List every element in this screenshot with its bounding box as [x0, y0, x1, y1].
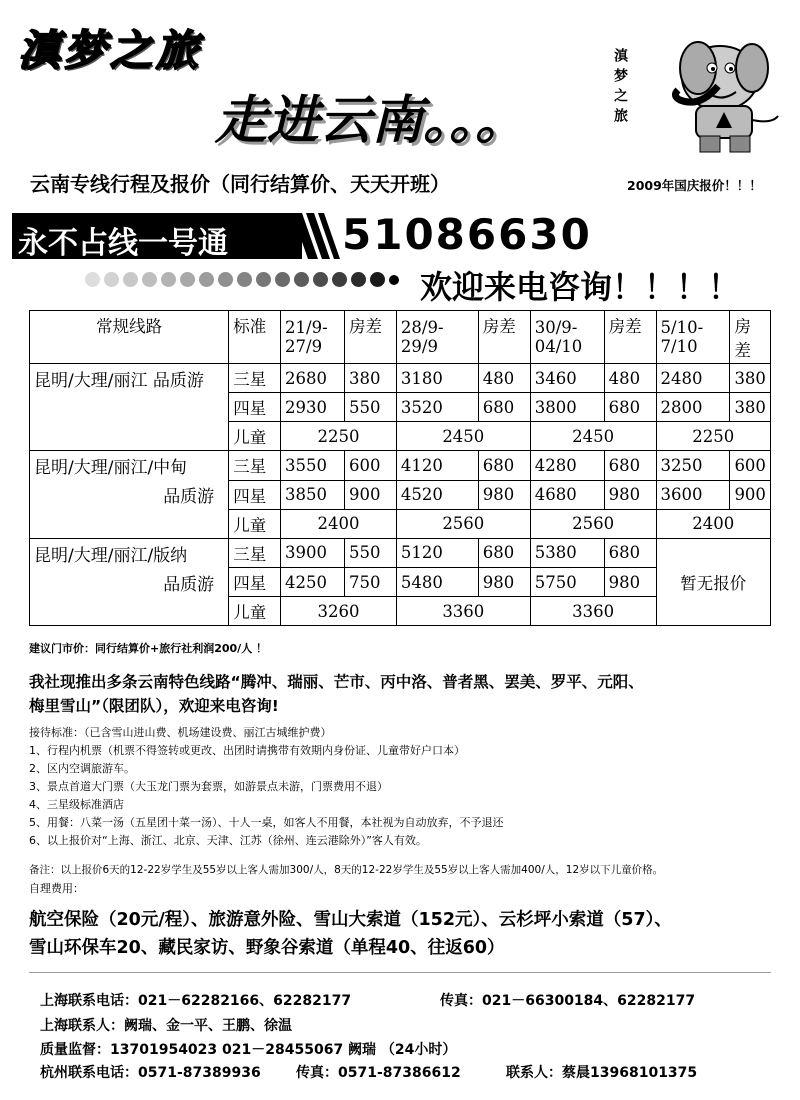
price-cell: 900 [344, 480, 396, 509]
hotline-label: 永不占线一号通 [18, 226, 228, 261]
price-cell: 550 [344, 538, 396, 568]
price-cell: 680 [478, 451, 530, 481]
header-route: 常规线路 [30, 311, 229, 364]
header-room-diff-4: 房差 [730, 311, 771, 364]
standard-item: 3、景点首道大门票（大玉龙门票为套票，如游景点未游，门票费用不退） [29, 780, 388, 793]
price-cell: 3600 [656, 480, 730, 509]
price-cell: 980 [478, 568, 530, 597]
self-pay-fees-line-2: 雪山环保车20、藏民家访、野象谷索道（单程40、往返60） [29, 938, 505, 958]
hangzhou-contact: 联系人：蔡晨13968101375 [506, 1065, 698, 1081]
child-price: 3360 [530, 597, 656, 626]
header-room-diff-2: 房差 [478, 311, 530, 364]
header-period-1: 21/9-27/9 [281, 311, 345, 364]
price-cell: 750 [344, 568, 396, 597]
price-cell: 5750 [530, 568, 604, 597]
price-cell: 4120 [396, 451, 478, 481]
price-cell: 480 [604, 364, 656, 393]
child-price: 2560 [530, 509, 656, 538]
table-row [30, 509, 771, 538]
self-pay-title: 自理费用： [29, 882, 84, 895]
price-cell: 680 [604, 451, 656, 481]
price-cell: 2930 [281, 393, 345, 422]
price-table [29, 310, 771, 626]
national-day-price-note: 2009年国庆报价！！！ [627, 178, 762, 193]
standard-item: 1、行程内机票（机票不得签转或更改、出团时请携带有效期内身份证、儿童带好户口本） [29, 744, 465, 757]
child-price: 2250 [656, 422, 770, 451]
child-price: 2450 [530, 422, 656, 451]
quality-supervision: 质量监督：13701954023 021－28455067 阙瑞 （24小时） [40, 1042, 457, 1058]
route-name: 昆明/大理/丽江 品质游 [30, 364, 229, 451]
star-level: 三星 [229, 364, 281, 393]
price-cell: 4680 [530, 480, 604, 509]
route-name-line2: 品质游 [30, 568, 229, 597]
logo-vertical-text: 滇梦之旅 [612, 48, 628, 128]
header-standard: 标准 [229, 311, 281, 364]
no-price-note: 暂无报价 [656, 538, 770, 626]
standard-item: 4、三星级标准酒店 [29, 798, 124, 811]
price-cell: 4280 [530, 451, 604, 481]
price-cell: 3550 [281, 451, 345, 481]
star-level: 四星 [229, 393, 281, 422]
price-cell: 380 [730, 393, 771, 422]
standard-item: 6、以上报价对“上海、浙江、北京、天津、江苏（徐州、连云港除外）”客人有效。 [29, 834, 427, 847]
price-cell: 5120 [396, 538, 478, 568]
price-cell: 2800 [656, 393, 730, 422]
child-price: 2400 [656, 509, 770, 538]
child-price: 3360 [396, 597, 530, 626]
table-row [30, 451, 771, 481]
price-cell: 2680 [281, 364, 345, 393]
brand-title: 滇梦之旅 [18, 26, 203, 75]
price-cell: 680 [604, 393, 656, 422]
divider [29, 972, 771, 973]
table-header-row [30, 311, 771, 364]
child-label: 儿童 [229, 422, 281, 451]
header-period-4: 5/10-7/10 [656, 311, 730, 364]
price-cell: 3180 [396, 364, 478, 393]
header-period-2: 28/9-29/9 [396, 311, 478, 364]
headline: 走进云南。。。 [215, 91, 528, 151]
price-cell: 600 [344, 451, 396, 481]
price-cell: 2480 [656, 364, 730, 393]
consult-slogan: 欢迎来电咨询！！！！ [420, 268, 741, 306]
promo-line-1: 我社现推出多条云南特色线路“腾冲、瑞丽、芒市、丙中洛、普者黑、罢美、罗平、元阳、 [29, 673, 644, 691]
price-cell: 3800 [530, 393, 604, 422]
route-name: 昆明/大理/丽江/版纳 [30, 538, 229, 568]
price-cell: 680 [478, 538, 530, 568]
child-price: 3260 [281, 597, 397, 626]
table-row [30, 538, 771, 568]
price-cell: 380 [344, 364, 396, 393]
price-cell: 3460 [530, 364, 604, 393]
child-price: 2450 [396, 422, 530, 451]
price-cell: 4250 [281, 568, 345, 597]
price-cell: 680 [478, 393, 530, 422]
remark: 备注：以上报价6天的12-22岁学生及55岁以上客人需加300/人，8天的12-22岁学生及55岁以上客人需加400/人，12岁以下儿童价格。 [29, 864, 664, 876]
shanghai-phone: 上海联系电话：021－62282166、62282177 [40, 993, 352, 1009]
price-cell: 5480 [396, 568, 478, 597]
price-cell: 3850 [281, 480, 345, 509]
hangzhou-fax: 传真：0571-87386612 [296, 1065, 461, 1081]
reception-standard-title: 接待标准：（已含雪山进山费、机场建设费、丽江古城维护费） [29, 726, 332, 739]
shanghai-fax: 传真：021－66300184、62282177 [440, 993, 696, 1009]
child-price: 2250 [281, 422, 397, 451]
hotline-number: 51086630 [342, 210, 592, 259]
header-room-diff-1: 房差 [344, 311, 396, 364]
child-price: 2560 [396, 509, 530, 538]
price-cell: 380 [730, 364, 771, 393]
standard-item: 2、区内空调旅游车。 [29, 762, 135, 775]
elephant-logo [600, 28, 790, 158]
price-cell: 980 [478, 480, 530, 509]
header-period-3: 30/9-04/10 [530, 311, 604, 364]
promo-line-2: 梅里雪山”（限团队），欢迎来电咨询! [29, 697, 279, 715]
table-row [30, 364, 771, 393]
table-row [30, 480, 771, 509]
price-cell: 3900 [281, 538, 345, 568]
price-cell: 900 [730, 480, 771, 509]
star-level: 四星 [229, 568, 281, 597]
hangzhou-phone: 杭州联系电话：0571-87389936 [40, 1065, 261, 1081]
price-cell: 980 [604, 480, 656, 509]
header-room-diff-3: 房差 [604, 311, 656, 364]
child-label: 儿童 [229, 509, 281, 538]
price-cell: 680 [604, 538, 656, 568]
price-cell: 5380 [530, 538, 604, 568]
stripes-decoration-icon [292, 213, 340, 259]
price-cell: 550 [344, 393, 396, 422]
star-level: 三星 [229, 538, 281, 568]
self-pay-fees-line-1: 航空保险（20元/程）、旅游意外险、雪山大索道（152元）、云杉坪小索道（57）、 [29, 910, 672, 930]
star-level: 三星 [229, 451, 281, 481]
shanghai-contacts: 上海联系人：阙瑞、金一平、王鹏、徐温 [40, 1018, 292, 1034]
child-label: 儿童 [229, 597, 281, 626]
price-cell: 980 [604, 568, 656, 597]
price-cell: 3250 [656, 451, 730, 481]
dot-decoration [85, 272, 399, 287]
elephant-mascot-icon [600, 28, 790, 158]
subtitle: 云南专线行程及报价（同行结算价、天天开班） [30, 172, 450, 196]
price-cell: 4520 [396, 480, 478, 509]
standard-item: 5、用餐：八菜一汤（五星团十菜一汤）、十人一桌，如客人不用餐，本社视为自动放弃，不予退还 [29, 816, 504, 829]
price-cell: 600 [730, 451, 771, 481]
child-price: 2400 [281, 509, 397, 538]
price-cell: 3520 [396, 393, 478, 422]
suggested-retail-price: 建议门市价：同行结算价+旅行社利润200/人 ！ [29, 642, 268, 655]
price-cell: 480 [478, 364, 530, 393]
route-name-line2: 品质游 [30, 480, 229, 509]
star-level: 四星 [229, 480, 281, 509]
route-name: 昆明/大理/丽江/中甸 [30, 451, 229, 481]
